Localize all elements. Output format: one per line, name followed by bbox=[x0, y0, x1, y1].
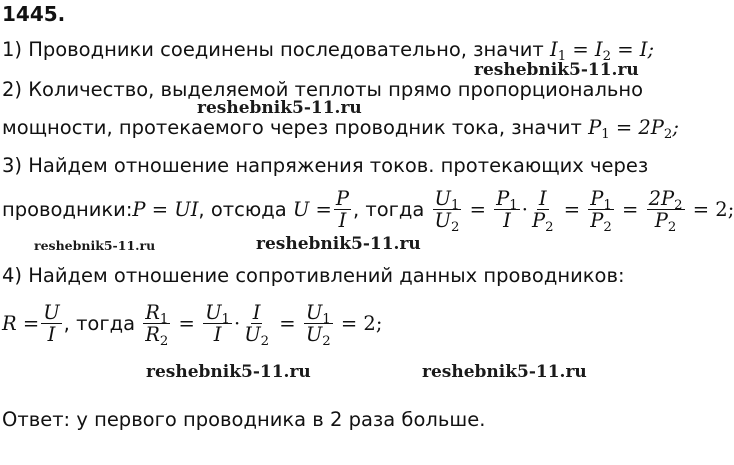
solution-line-7: R = $\frac{U}{I}$ , тогда $\frac{R_1}{R_2}$ = $\frac{U_1}{I}$ · $\frac{I}{U_2}$ = $\frac{U_1}{U_2}$ = 2; bbox=[2, 301, 383, 350]
formula-r-eq: R = bbox=[2, 312, 40, 336]
formula-currents-equal: $I_1 = I_2 = I$; bbox=[549, 38, 655, 64]
fraction-i-p2: $\frac{I}{P_2}$ bbox=[531, 187, 554, 236]
solution-line-5: проводники: P = UI , отсюда U = $\frac{P}{I}$ , тогда $\frac{U_1}{U_2}$ = $\frac{P_1}{I}$ · $\frac{I}{P_2}$ = $\frac{P_1}{P_2}$ = $\frac{2P_2}{P_2}$ = 2; bbox=[2, 187, 734, 236]
fraction-p1-p2: $\frac{P_1}{P_2}$ bbox=[590, 187, 612, 236]
watermark-4: reshebnik5-11.ru bbox=[256, 234, 421, 254]
fraction-u1-u2-result: $\frac{U_1}{U_2}$ bbox=[305, 301, 331, 350]
line5-prefix: проводники: bbox=[2, 198, 133, 222]
watermark-2: reshebnik5-11.ru bbox=[197, 98, 362, 118]
watermark-1: reshebnik5-11.ru bbox=[474, 60, 639, 80]
line3-text: мощности, протекаемого через проводник тока, значит bbox=[2, 116, 589, 139]
solution-line-4: 3) Найдем отношение напряжения токов. протекающих через bbox=[2, 154, 649, 177]
fraction-r1-r2: $\frac{R_1}{R_2}$ bbox=[145, 301, 169, 350]
watermark-6: reshebnik5-11.ru bbox=[422, 362, 587, 382]
formula-u-eq: U = bbox=[292, 198, 332, 222]
line5-mid2: , тогда bbox=[352, 198, 431, 222]
fraction-i-u2: $\frac{I}{U_2}$ bbox=[244, 301, 270, 350]
line5-mid1: , отсюда bbox=[198, 198, 293, 222]
watermark-5: reshebnik5-11.ru bbox=[146, 362, 311, 382]
fraction-u1-u2: $\frac{U_1}{U_2}$ bbox=[434, 187, 460, 236]
fraction-p1-i: $\frac{P_1}{I}$ bbox=[496, 187, 518, 233]
solution-line-3 bbox=[2, 116, 679, 142]
formula-power-ui: P = UI bbox=[132, 198, 199, 222]
solution-line-6: 4) Найдем отношение сопротивлений данных проводников: bbox=[2, 264, 625, 287]
problem-number: 1445. bbox=[2, 2, 66, 26]
formula-power-ratio: $P_1 = 2P_2$; bbox=[588, 116, 679, 142]
line7-mid: , тогда bbox=[63, 312, 142, 336]
fraction-p-over-i: $\frac{P}{I}$ bbox=[335, 187, 349, 233]
line1-text: 1) Проводники соединены последовательно, значит bbox=[2, 38, 550, 61]
answer-line: Ответ: у первого проводника в 2 раза больше. bbox=[2, 408, 486, 431]
fraction-u-over-i: $\frac{U}{I}$ bbox=[43, 301, 60, 347]
fraction-u1-i: $\frac{U_1}{I}$ bbox=[205, 301, 230, 347]
fraction-2p2-p2: $\frac{2P_2}{P_2}$ bbox=[648, 187, 683, 236]
solution-line-1 bbox=[2, 38, 655, 64]
solution-line-2: 2) Количество, выделяемой теплоты прямо пропорционально bbox=[2, 78, 644, 101]
watermark-3: reshebnik5-11.ru bbox=[34, 238, 156, 253]
